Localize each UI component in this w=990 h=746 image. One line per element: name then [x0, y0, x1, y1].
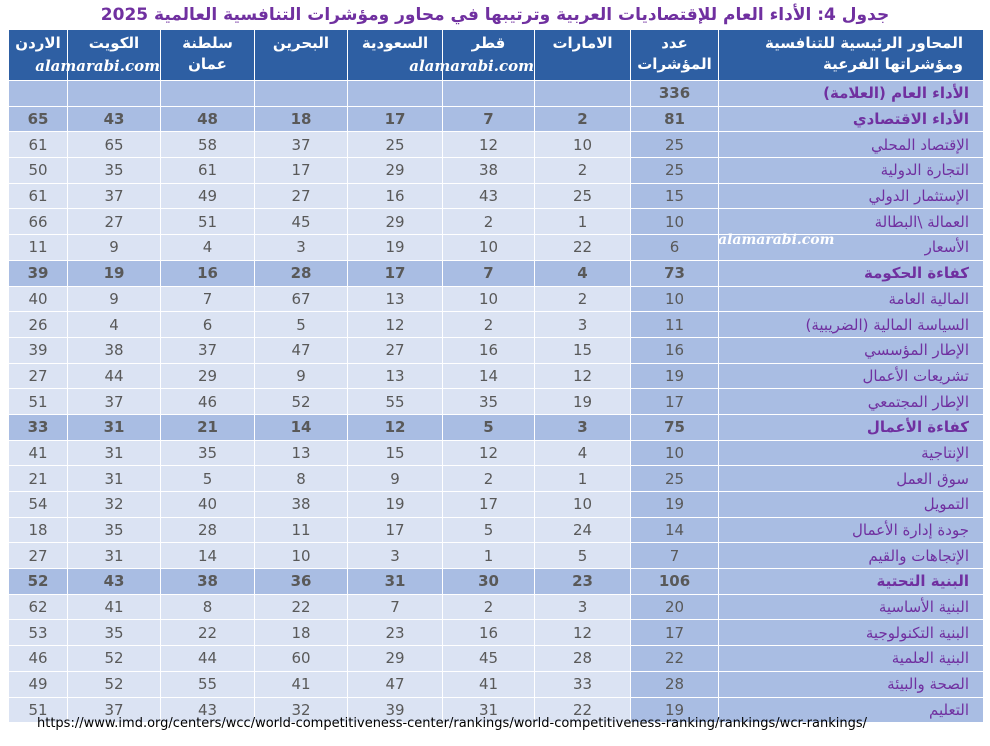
rank-cell: 37	[68, 697, 161, 723]
rank-cell: 38	[443, 158, 535, 184]
table-row	[9, 183, 984, 209]
rank-cell: 12	[348, 312, 443, 338]
row-label: تشريعات الأعمال	[719, 363, 984, 389]
rank-cell: 43	[161, 697, 255, 723]
rank-cell: 16	[443, 337, 535, 363]
indicator-count: 75	[631, 414, 719, 440]
rank-cell: 15	[535, 337, 631, 363]
rank-cell: 23	[348, 620, 443, 646]
rank-cell: 14	[443, 363, 535, 389]
rank-cell: 51	[9, 389, 68, 415]
watermark: alamarabi.com	[718, 232, 835, 248]
rank-cell: 10	[255, 543, 348, 569]
rank-cell: 5	[443, 414, 535, 440]
rank-cell: 52	[9, 569, 68, 595]
table-row	[9, 594, 984, 620]
rank-cell: 43	[68, 569, 161, 595]
rank-cell: 11	[9, 235, 68, 261]
rank-cell: 13	[255, 440, 348, 466]
rank-cell: 41	[255, 671, 348, 697]
rank-cell: 10	[443, 235, 535, 261]
rank-cell: 27	[9, 363, 68, 389]
rank-cell: 44	[68, 363, 161, 389]
rank-cell: 35	[68, 620, 161, 646]
indicator-count: 10	[631, 286, 719, 312]
rank-cell: 2	[535, 158, 631, 184]
rank-cell: 29	[348, 158, 443, 184]
indicator-count: 106	[631, 569, 719, 595]
indicator-count: 17	[631, 389, 719, 415]
rank-cell: 52	[68, 646, 161, 672]
indicator-count: 16	[631, 337, 719, 363]
row-label: السياسة المالية (الضريبية)	[719, 312, 984, 338]
rank-cell: 61	[9, 132, 68, 158]
rank-cell: 22	[535, 697, 631, 723]
rank-cell: 49	[9, 671, 68, 697]
rank-cell: 33	[535, 671, 631, 697]
rank-cell: 9	[255, 363, 348, 389]
indicator-count: 19	[631, 363, 719, 389]
rank-cell: 55	[348, 389, 443, 415]
rank-cell: 38	[68, 337, 161, 363]
rank-cell: 38	[255, 492, 348, 518]
rank-cell: 30	[443, 569, 535, 595]
rank-cell: 2	[535, 286, 631, 312]
rank-cell	[348, 81, 443, 107]
rank-cell: 43	[68, 106, 161, 132]
rank-cell: 31	[348, 569, 443, 595]
row-label: الإطار المؤسسي	[719, 337, 984, 363]
rank-cell: 13	[348, 363, 443, 389]
rank-cell: 29	[348, 646, 443, 672]
rank-cell: 45	[255, 209, 348, 235]
rank-cell: 12	[443, 440, 535, 466]
row-label: كفاءة الحكومة	[719, 260, 984, 286]
rank-cell: 19	[348, 235, 443, 261]
indicator-count: 20	[631, 594, 719, 620]
rank-cell: 53	[9, 620, 68, 646]
indicator-count: 7	[631, 543, 719, 569]
table-row	[9, 671, 984, 697]
rank-cell: 58	[161, 132, 255, 158]
rank-cell: 39	[348, 697, 443, 723]
row-label: جودة إدارة الأعمال	[719, 517, 984, 543]
rank-cell: 12	[348, 414, 443, 440]
row-label: الإستثمار الدولي	[719, 183, 984, 209]
header-count: عدد المؤشرات	[631, 30, 719, 81]
rank-cell: 41	[68, 594, 161, 620]
header-row	[9, 30, 984, 81]
rank-cell: 28	[161, 517, 255, 543]
row-label: التعليم	[719, 697, 984, 723]
rank-cell: 33	[9, 414, 68, 440]
indicator-count: 14	[631, 517, 719, 543]
rank-cell: 4	[68, 312, 161, 338]
rank-cell: 2	[535, 106, 631, 132]
rank-cell: 39	[9, 260, 68, 286]
rank-cell: 65	[68, 132, 161, 158]
rank-cell: 12	[443, 132, 535, 158]
rank-cell: 7	[443, 106, 535, 132]
indicator-count: 73	[631, 260, 719, 286]
table-row	[9, 158, 984, 184]
rank-cell: 3	[348, 543, 443, 569]
rank-cell	[9, 81, 68, 107]
rank-cell: 41	[9, 440, 68, 466]
rank-cell: 3	[535, 312, 631, 338]
row-label: الصحة والبيئة	[719, 671, 984, 697]
rank-cell: 4	[161, 235, 255, 261]
header-qatar: قطر alamarabi.com	[443, 30, 535, 81]
rank-cell: 22	[255, 594, 348, 620]
rank-cell: 48	[161, 106, 255, 132]
rank-cell: 21	[161, 414, 255, 440]
table-row	[9, 389, 984, 415]
rank-cell: 41	[443, 671, 535, 697]
table-row	[9, 260, 984, 286]
rank-cell: 24	[535, 517, 631, 543]
rank-cell: 31	[68, 466, 161, 492]
indicator-count: 15	[631, 183, 719, 209]
row-label: الإطار المجتمعي	[719, 389, 984, 415]
indicator-count: 17	[631, 620, 719, 646]
rank-cell	[443, 81, 535, 107]
rank-cell: 7	[161, 286, 255, 312]
indicator-count: 25	[631, 132, 719, 158]
rank-cell: 61	[9, 183, 68, 209]
rank-cell: 51	[9, 697, 68, 723]
table-row	[9, 81, 984, 107]
header-kuwait: الكويت alamarabi.com	[68, 30, 161, 81]
header-jordan: الاردن	[9, 30, 68, 81]
rank-cell: 5	[443, 517, 535, 543]
table-row	[9, 517, 984, 543]
page-title: جدول 4: الأداء العام للإقتصاديات العربية وترتيبها في محاور ومؤشرات التنافسية العالمية 2025	[100, 5, 890, 25]
rank-cell: 15	[348, 440, 443, 466]
rank-cell: 26	[9, 312, 68, 338]
rank-cell: 19	[68, 260, 161, 286]
header-uae: الامارات	[535, 30, 631, 81]
rank-cell: 21	[9, 466, 68, 492]
row-label: البنية الأساسية	[719, 594, 984, 620]
rank-cell: 16	[348, 183, 443, 209]
rank-cell: 18	[9, 517, 68, 543]
table-row	[9, 235, 984, 261]
rank-cell: 2	[443, 209, 535, 235]
rank-cell: 43	[443, 183, 535, 209]
rank-cell: 27	[255, 183, 348, 209]
row-label: البنية التحتية	[719, 569, 984, 595]
row-label: الإتجاهات والقيم	[719, 543, 984, 569]
rank-cell: 27	[9, 543, 68, 569]
rank-cell: 10	[443, 286, 535, 312]
rank-cell: 7	[348, 594, 443, 620]
header-bahrain: البحرين	[255, 30, 348, 81]
indicator-count: 6	[631, 235, 719, 261]
rank-cell	[161, 81, 255, 107]
row-label: كفاءة الأعمال	[719, 414, 984, 440]
indicator-count: 336	[631, 81, 719, 107]
table-row	[9, 312, 984, 338]
rank-cell: 28	[255, 260, 348, 286]
rank-cell: 54	[9, 492, 68, 518]
rank-cell: 2	[443, 594, 535, 620]
rank-cell: 46	[161, 389, 255, 415]
rank-cell: 31	[443, 697, 535, 723]
rank-cell: 22	[161, 620, 255, 646]
rank-cell: 18	[255, 620, 348, 646]
table-row	[9, 620, 984, 646]
table-row	[9, 466, 984, 492]
indicator-count: 10	[631, 209, 719, 235]
indicator-count: 25	[631, 466, 719, 492]
rank-cell: 32	[255, 697, 348, 723]
rank-cell: 35	[68, 517, 161, 543]
row-label: الأسعار	[719, 235, 984, 261]
rank-cell: 55	[161, 671, 255, 697]
rank-cell: 14	[255, 414, 348, 440]
rank-cell: 13	[348, 286, 443, 312]
row-label: البنية التكنولوجية	[719, 620, 984, 646]
indicator-count: 19	[631, 492, 719, 518]
rank-cell: 10	[535, 492, 631, 518]
rank-cell: 9	[348, 466, 443, 492]
rank-cell: 40	[9, 286, 68, 312]
rank-cell: 60	[255, 646, 348, 672]
rank-cell: 17	[348, 106, 443, 132]
rank-cell: 16	[443, 620, 535, 646]
rank-cell: 2	[443, 466, 535, 492]
rank-cell	[535, 81, 631, 107]
rank-cell: 23	[535, 569, 631, 595]
rank-cell: 17	[348, 517, 443, 543]
row-label: سوق العمل	[719, 466, 984, 492]
rank-cell: 1	[443, 543, 535, 569]
rank-cell: 10	[535, 132, 631, 158]
table-row	[9, 492, 984, 518]
rank-cell: 3	[255, 235, 348, 261]
rank-cell: 37	[68, 389, 161, 415]
rank-cell: 17	[443, 492, 535, 518]
rank-cell: 38	[161, 569, 255, 595]
indicator-count: 11	[631, 312, 719, 338]
table-row	[9, 106, 984, 132]
competitiveness-table	[8, 29, 984, 723]
row-label: البنية العلمية	[719, 646, 984, 672]
rank-cell: 52	[255, 389, 348, 415]
source-url: https://www.imd.org/centers/wcc/world-competitiveness-center/rankings/world-competitiveness-ranking/rankings/wcr-rankings/	[37, 716, 868, 731]
rank-cell: 31	[68, 414, 161, 440]
rank-cell: 37	[161, 337, 255, 363]
header-axes: المحاور الرئيسية للتنافسية ومؤشراتها الفرعية	[719, 30, 984, 81]
table-row	[9, 337, 984, 363]
rank-cell: 32	[68, 492, 161, 518]
rank-cell: 9	[68, 286, 161, 312]
rank-cell: 47	[255, 337, 348, 363]
indicator-count: 22	[631, 646, 719, 672]
table-row	[9, 569, 984, 595]
rank-cell: 25	[348, 132, 443, 158]
rank-cell: 28	[535, 646, 631, 672]
indicator-count: 81	[631, 106, 719, 132]
rank-cell: 6	[161, 312, 255, 338]
rank-cell: 12	[535, 363, 631, 389]
rank-cell: 45	[443, 646, 535, 672]
rank-cell: 37	[68, 183, 161, 209]
rank-cell: 35	[443, 389, 535, 415]
row-label: الإنتاجية	[719, 440, 984, 466]
header-saudi: السعودية	[348, 30, 443, 81]
rank-cell: 1	[535, 209, 631, 235]
rank-cell: 16	[161, 260, 255, 286]
rank-cell: 5	[535, 543, 631, 569]
row-label: التجارة الدولية	[719, 158, 984, 184]
rank-cell: 61	[161, 158, 255, 184]
rank-cell: 17	[348, 260, 443, 286]
rank-cell: 52	[68, 671, 161, 697]
rank-cell: 17	[255, 158, 348, 184]
rank-cell: 62	[9, 594, 68, 620]
row-label: التمويل	[719, 492, 984, 518]
table-row	[9, 132, 984, 158]
rank-cell: 46	[9, 646, 68, 672]
table-row	[9, 414, 984, 440]
rank-cell: 19	[535, 389, 631, 415]
rank-cell: 4	[535, 260, 631, 286]
rank-cell: 29	[161, 363, 255, 389]
rank-cell: 3	[535, 594, 631, 620]
table-row	[9, 363, 984, 389]
rank-cell: 18	[255, 106, 348, 132]
header-oman: سلطنة عمان	[161, 30, 255, 81]
row-label: الأداء العام (العلامة)	[719, 81, 984, 107]
rank-cell: 5	[255, 312, 348, 338]
rank-cell: 29	[348, 209, 443, 235]
table-row	[9, 440, 984, 466]
indicator-count: 25	[631, 158, 719, 184]
rank-cell: 1	[535, 466, 631, 492]
rank-cell: 8	[255, 466, 348, 492]
rank-cell: 31	[68, 440, 161, 466]
rank-cell: 27	[68, 209, 161, 235]
watermark: alamarabi.com	[409, 57, 534, 75]
rank-cell: 22	[535, 235, 631, 261]
rank-cell: 27	[348, 337, 443, 363]
indicator-count: 10	[631, 440, 719, 466]
rank-cell: 11	[255, 517, 348, 543]
rank-cell: 8	[161, 594, 255, 620]
rank-cell: 35	[161, 440, 255, 466]
rank-cell: 4	[535, 440, 631, 466]
rank-cell: 67	[255, 286, 348, 312]
rank-cell: 5	[161, 466, 255, 492]
table-row	[9, 209, 984, 235]
rank-cell	[255, 81, 348, 107]
row-label: المالية العامة	[719, 286, 984, 312]
rank-cell: 65	[9, 106, 68, 132]
rank-cell: 9	[68, 235, 161, 261]
rank-cell: 40	[161, 492, 255, 518]
watermark: alamarabi.com	[35, 57, 160, 75]
indicator-count: 28	[631, 671, 719, 697]
rank-cell: 39	[9, 337, 68, 363]
rank-cell: 2	[443, 312, 535, 338]
row-label: الأداء الاقتصادي	[719, 106, 984, 132]
table-row	[9, 543, 984, 569]
rank-cell: 25	[535, 183, 631, 209]
table-row	[9, 646, 984, 672]
rank-cell: 12	[535, 620, 631, 646]
rank-cell: 3	[535, 414, 631, 440]
rank-cell: 66	[9, 209, 68, 235]
rank-cell: 36	[255, 569, 348, 595]
row-label: الإقتصاد المحلي	[719, 132, 984, 158]
row-label: العمالة \البطالة	[719, 209, 984, 235]
rank-cell	[68, 81, 161, 107]
rank-cell: 51	[161, 209, 255, 235]
rank-cell: 31	[68, 543, 161, 569]
rank-cell: 14	[161, 543, 255, 569]
rank-cell: 19	[348, 492, 443, 518]
rank-cell: 37	[255, 132, 348, 158]
rank-cell: 7	[443, 260, 535, 286]
table-row	[9, 286, 984, 312]
rank-cell: 49	[161, 183, 255, 209]
rank-cell: 47	[348, 671, 443, 697]
rank-cell: 50	[9, 158, 68, 184]
rank-cell: 35	[68, 158, 161, 184]
indicator-count: 19	[631, 697, 719, 723]
rank-cell: 44	[161, 646, 255, 672]
